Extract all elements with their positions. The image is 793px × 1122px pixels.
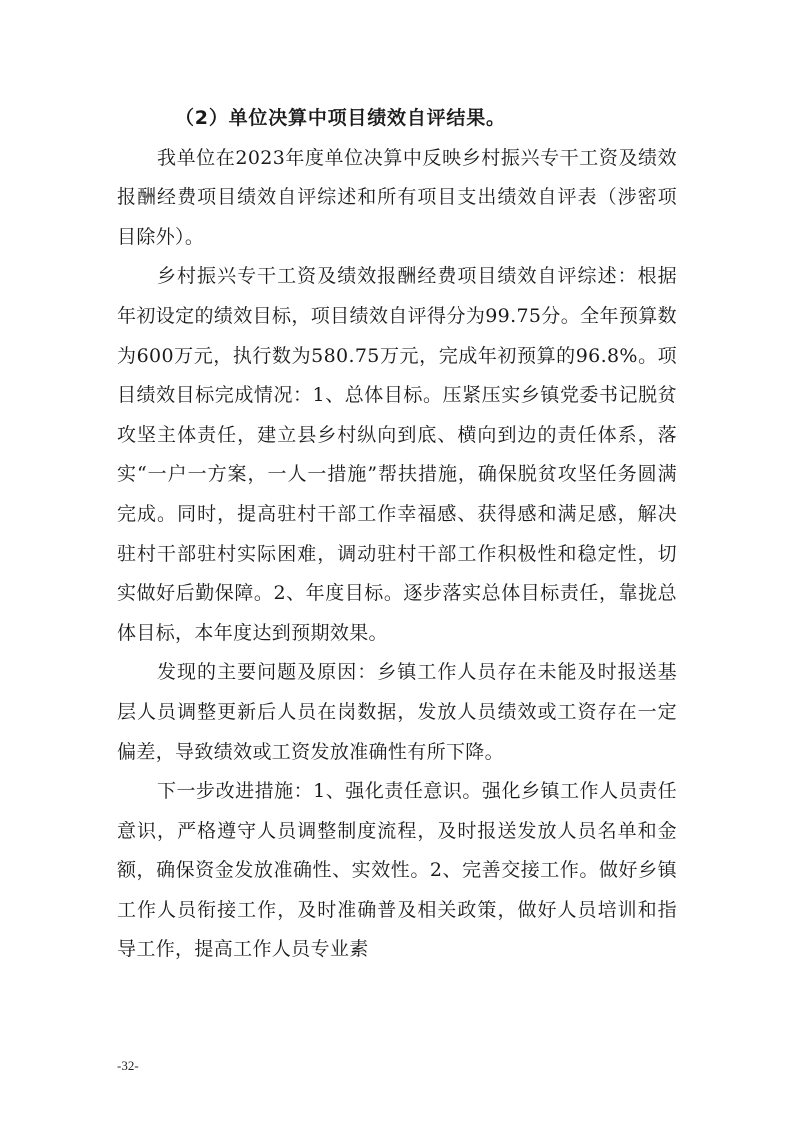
paragraph-problems: 发现的主要问题及原因：乡镇工作人员存在未能及时报送基层人员调整更新后人员在岗数据，发放人员绩效或工资存在一定偏差，导致绩效或工资发放准确性有所下降。 <box>117 661 677 763</box>
paragraph-summary: 乡村振兴专干工资及绩效报酬经费项目绩效自评综述：根据年初设定的绩效目标，项目绩效自评得分为99.75分。全年预算数为600万元，执行数为580.75万元，完成年初预算的96.8%。项目绩效目标完成情况：1、总体目标。压紧压实乡镇党委书记脱贫攻坚主体责任，建立县乡村纵向到底、横向到边的责任体系，落实“一户一方案，一人一措施”帮扶措施，确保脱贫攻坚任务圆满完成。同时，提高驻村干部工作幸福感、获得感和满足感，解决驻村干部驻村实际困难，调动驻村干部工作积极性和稳定性，切实做好后勤保障。2、年度目标。逐步落实总体目标责任，靠拢总体目标，本年度达到预期效果。 <box>117 265 677 644</box>
page-number: -32- <box>117 1058 139 1073</box>
paragraph-intro: 我单位在2023年度单位决算中反映乡村振兴专干工资及绩效报酬经费项目绩效自评综述和所有项目支出绩效自评表（涉密项目除外）。 <box>117 146 677 248</box>
section-heading: （2）单位决算中项目绩效自评结果。 <box>175 107 506 129</box>
document-body <box>117 99 677 970</box>
paragraph-improvements: 下一步改进措施：1、强化责任意识。强化乡镇工作人员责任意识，严格遵守人员调整制度流程，及时报送发放人员名单和金额，确保资金发放准确性、实效性。2、完善交接工作。做好乡镇工作人员衔接工作，及时准确普及相关政策，做好人员培训和指导工作，提高工作人员专业素 <box>117 780 677 961</box>
